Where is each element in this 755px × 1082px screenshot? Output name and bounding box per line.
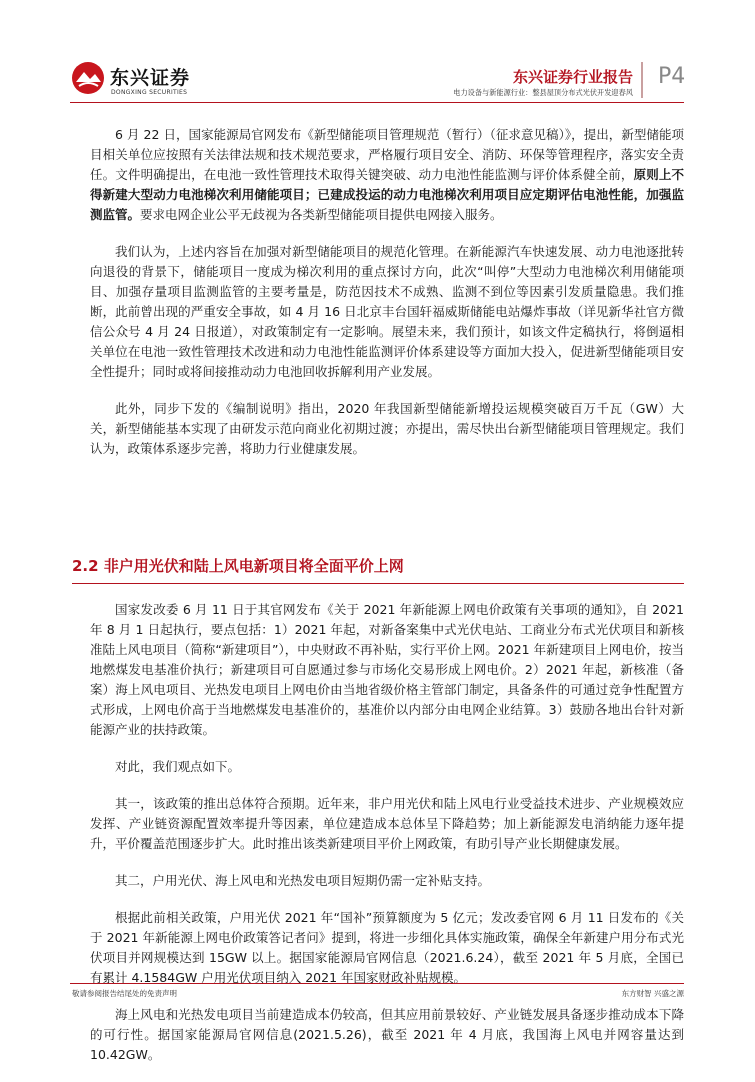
footer-rule [70, 983, 684, 984]
paragraph [90, 242, 684, 382]
paragraph [90, 399, 684, 459]
paragraph: 海上风电和光热发电项目当前建造成本仍较高，但其应用前景较好、产业链发展具备逐步推动成本下降的可行性。据国家能源局官网信息(2021.5.26)，截至 2021 年 4 月底，我国海上风电并网容量达到 10.42GW。 [90, 1007, 684, 1062]
paragraph: 其二，户用光伏、海上风电和光热发电项目短期仍需一定补贴支持。 [115, 873, 491, 888]
paragraph: 根据此前相关政策，户用光伏 2021 年“国补”预算额度为 5 亿元；发改委官网 6 月 11 日发布的《关于 2021 年新能源上网电价政策答记者问》提到，将进一步细化具体实施政策，确保全年新建户用分布式光伏项目并网规模达到 15GW 以上。据国家能源局官网信息（2021.6.24），截至 2021 年 5 月底，全国已有累计 4.1584GW 户用光伏项目纳入 2021 年国家财政补贴规模。 [90, 910, 684, 985]
report-subtitle: 电力设备与新能源行业：整县屋顶分布式光伏开发迎春风 [453, 88, 633, 97]
paragraph: 其一，该政策的推出总体符合预期。近年来，非户用光伏和陆上风电行业受益技术进步、产业规模效应发挥、产业链资源配置效率提升等因素，单位建造成本总体呈下降趋势；加上新能源发电消纳能力逐年提升，平价覆盖范围逐步扩大。此时推出该类新建项目平价上网政策，有助引导产业长期健康发展。 [90, 796, 684, 851]
paragraph [90, 125, 684, 225]
logo-text-en: DONGXING SECURITIES [111, 89, 188, 96]
header-divider [641, 62, 643, 98]
paragraph: 对此，我们观点如下。 [115, 759, 241, 774]
header-rule [70, 102, 684, 103]
page-header [0, 0, 755, 110]
section-heading-text: 2.2 非户用光伏和陆上风电新项目将全面平价上网 [72, 557, 404, 575]
page-number: P4 [658, 64, 686, 89]
text-run: 要求电网企业公平无歧视为各类新型储能项目提供电网接入服务。 [140, 207, 503, 222]
report-title: 东兴证券行业报告 [512, 68, 633, 86]
body-text-part1 [90, 125, 684, 476]
footer-slogan: 东方财智 兴盛之源 [621, 989, 684, 998]
logo-mark-icon [70, 60, 106, 96]
text-run: 我们认为，上述内容旨在加强对新型储能项目的规范化管理。在新能源汽车快速发展、动力电池逐批转向退役的背景下，储能项目一度成为梯次利用的重点探讨方向，此次“叫停”大型动力电池梯次利用储能项目、加强存量项目监测监管的主要考量是，防范因技术不成熟、监测不到位等因素引发质量隐患。我们推断，此前曾出现的严重安全事故，如 4 月 16 日北京丰台国轩福威斯储能电站爆炸事故（详见新华社官方微信公众号 4 月 24 日报道），对政策制定有一定影响。展望未来，我们预计，如该文件定稿执行，将倒逼相关单位在电池一致性管理技术改进和动力电池性能监测评价体系建设等方面加大投入，促进新型储能项目安全性提升；同时或将间接推动动力电池回收拆解利用产业发展。 [90, 244, 684, 379]
paragraph: 国家发改委 6 月 11 日于其官网发布《关于 2021 年新能源上网电价政策有关事项的通知》，自 2021 年 8 月 1 日起执行，要点包括：1）2021 年起，对新备案集中式光伏电站、工商业分布式光伏项目和新核准陆上风电项目（简称“新建项目”），中央财政不再补贴，实行平价上网。2021 年新建项目上网电价，按当地燃煤发电基准价执行；新建项目可自愿通过参与市场化交易形成上网电价。2）2021 年起，新核准（备案）海上风电项目、光热发电项目上网电价由当地省级价格主管部门制定，具备条件的可通过竞争性配置方式形成，上网电价高于当地燃煤发电基准价的，基准价以内部分由电网企业结算。3）鼓励各地出台针对新能源产业的扶持政策。 [90, 602, 684, 737]
bold-text: 原则上不得新建大型动力电池梯次利用储能项目；已建成投运的动力电池梯次利用项目应定期评估电池性能，加强监测监管。 [90, 167, 684, 222]
footer-disclaimer: 敬请参阅报告结尾处的免责声明 [72, 989, 177, 998]
text-run: 6 月 22 日，国家能源局官网发布《新型储能项目管理规范（暂行）（征求意见稿）》，提出，新型储能项目相关单位应按照有关法律法规和技术规范要求，严格履行项目安全、消防、环保等管理程序，落实安全责任。文件明确提出，在电池一致性管理技术取得关键突破、动力电池性能监测与评价体系健全前， [90, 127, 684, 182]
section-heading [72, 555, 684, 584]
body-text-part2 [90, 600, 684, 1082]
logo-text-cn: 东兴证券 [110, 67, 191, 89]
text-run: 此外，同步下发的《编制说明》指出，2020 年我国新型储能新增投运规模突破百万千瓦（GW）大关，新型储能基本实现了由研发示范向商业化初期过渡；亦提出，需尽快出台新型储能项目管理规定。我们认为，政策体系逐步完善，将助力行业健康发展。 [90, 401, 684, 456]
